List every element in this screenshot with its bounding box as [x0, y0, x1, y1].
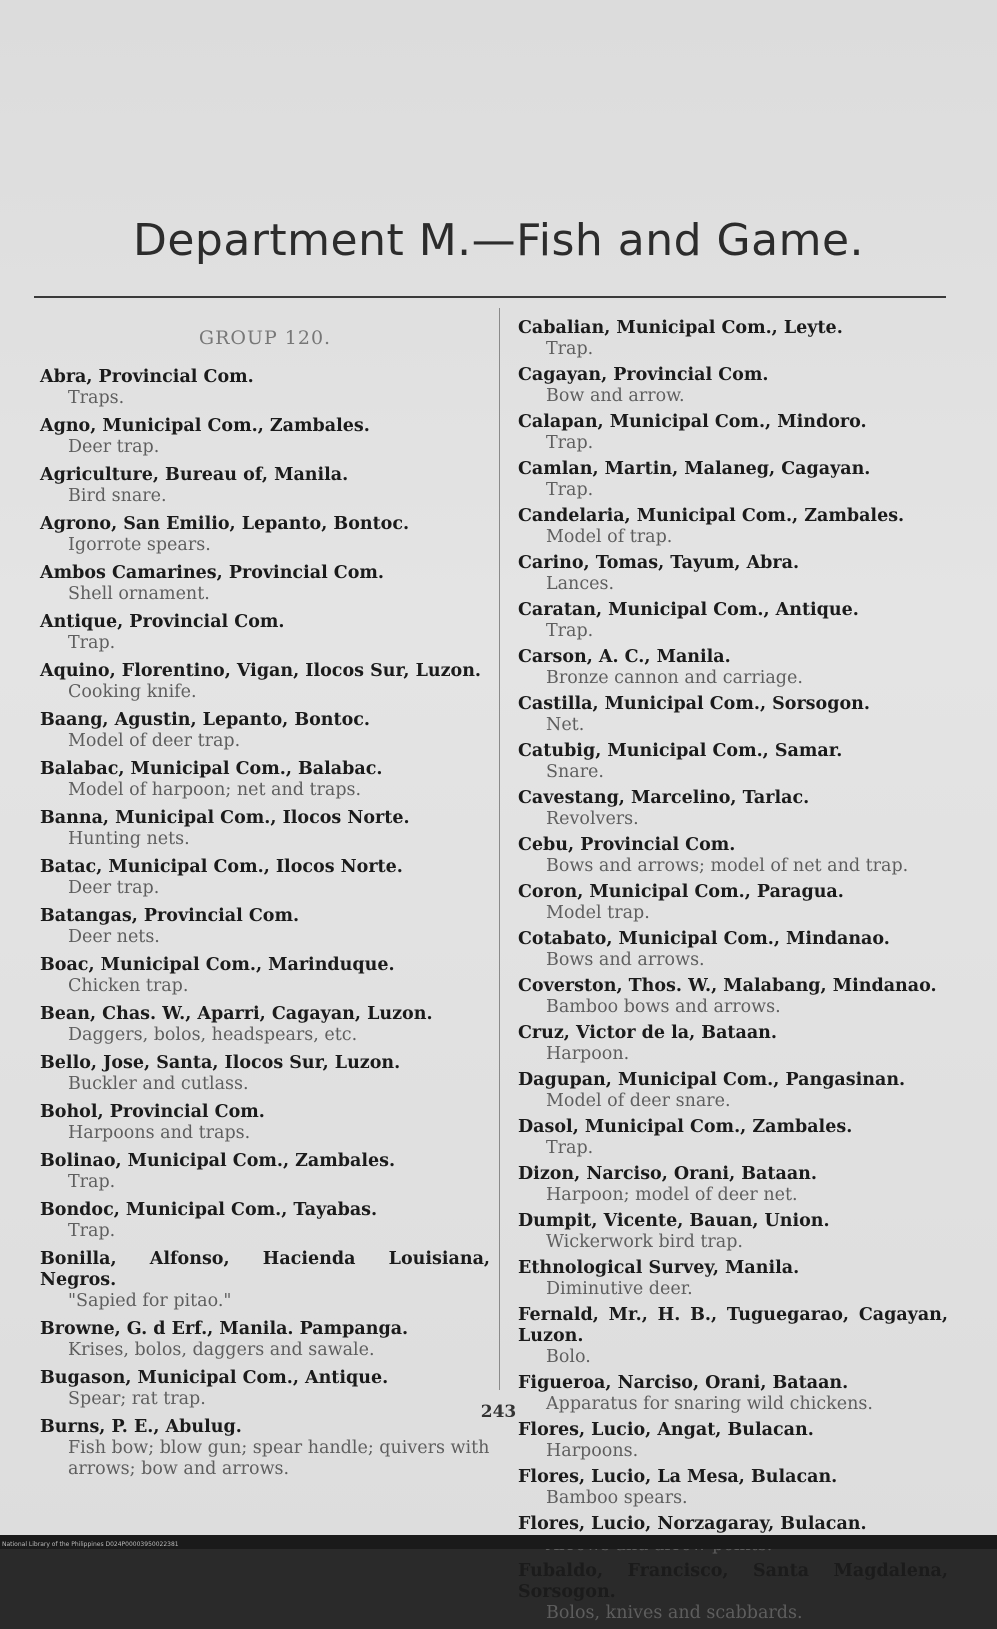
list-item	[518, 694, 948, 736]
entry-exhibit: Fish bow; blow gun; spear handle; quivers with arrows; bow and arrows.	[68, 1438, 490, 1479]
entry-exhibit: Deer nets.	[68, 927, 160, 947]
entry-exhibitor: Cebu, Provincial Com.	[518, 835, 736, 855]
footer-credit: National Library of the Philippines D024P00003950022381	[2, 1541, 179, 1548]
list-item	[518, 1070, 948, 1112]
entry-exhibitor: Flores, Lucio, Angat, Bulacan.	[518, 1420, 814, 1440]
list-item	[518, 1023, 948, 1065]
entry-exhibitor: Coron, Municipal Com., Paragua.	[518, 882, 844, 902]
entry-exhibitor: Batangas, Provincial Com.	[40, 906, 300, 926]
entry-exhibitor: Cotabato, Municipal Com., Mindanao.	[518, 929, 890, 949]
entry-exhibit: Bamboo spears.	[546, 1488, 688, 1508]
entry-exhibitor: Bello, Jose, Santa, Ilocos Sur, Luzon.	[40, 1053, 401, 1073]
entry-exhibitor: Bean, Chas. W., Aparri, Cagayan, Luzon.	[40, 1004, 433, 1024]
list-item	[40, 1249, 490, 1312]
entry-exhibit: Model of harpoon; net and traps.	[68, 780, 362, 800]
entry-exhibit: Krises, bolos, daggers and sawale.	[68, 1340, 375, 1360]
entry-exhibitor: Bugason, Municipal Com., Antique.	[40, 1368, 389, 1388]
list-item	[40, 1151, 490, 1193]
entry-exhibitor: Castilla, Municipal Com., Sorsogon.	[518, 694, 870, 714]
list-item	[40, 367, 490, 409]
entry-exhibit: "Sapied for pitao."	[68, 1291, 232, 1311]
list-item	[40, 661, 490, 703]
entry-exhibit: Lances.	[546, 574, 615, 594]
entry-exhibitor: Dagupan, Municipal Com., Pangasinan.	[518, 1070, 906, 1090]
entry-exhibit: Bolo.	[546, 1347, 591, 1367]
entry-exhibitor: Antique, Provincial Com.	[40, 612, 285, 632]
list-item	[518, 1211, 948, 1253]
title-rule	[34, 296, 946, 298]
list-item	[518, 1561, 948, 1624]
entry-exhibit: Trap.	[68, 633, 116, 653]
list-item	[40, 1200, 490, 1242]
entry-exhibit: Model trap.	[546, 903, 650, 923]
entry-exhibit: Harpoon; model of deer net.	[546, 1185, 798, 1205]
list-item	[40, 1053, 490, 1095]
entry-exhibitor: Flores, Lucio, La Mesa, Bulacan.	[518, 1467, 838, 1487]
entry-exhibit: Harpoons and traps.	[68, 1123, 251, 1143]
entry-exhibitor: Browne, G. d Erf., Manila. Pampanga.	[40, 1319, 409, 1339]
entry-exhibitor: Boac, Municipal Com., Marinduque.	[40, 955, 395, 975]
entry-exhibit: Bows and arrows.	[546, 950, 705, 970]
entry-exhibit: Trap.	[546, 339, 594, 359]
entry-exhibitor: Camlan, Martin, Malaneg, Cagayan.	[518, 459, 871, 479]
entry-exhibitor: Fubaldo, Francisco, Santa Magdalena, Sorsogon.	[518, 1561, 948, 1602]
list-item	[518, 553, 948, 595]
entry-exhibit: Model of deer snare.	[546, 1091, 731, 1111]
list-item	[518, 835, 948, 877]
entry-exhibitor: Catubig, Municipal Com., Samar.	[518, 741, 843, 761]
list-item	[40, 1004, 490, 1046]
list-item	[518, 365, 948, 407]
entry-exhibit: Harpoons.	[546, 1441, 639, 1461]
list-item	[40, 1102, 490, 1144]
entry-exhibit: Snare.	[546, 762, 604, 782]
entry-exhibit: Revolvers.	[546, 809, 639, 829]
entry-exhibitor: Dumpit, Vicente, Bauan, Union.	[518, 1211, 830, 1231]
list-item	[40, 1417, 490, 1480]
entry-exhibitor: Bondoc, Municipal Com., Tayabas.	[40, 1200, 378, 1220]
page-number: 243	[480, 1402, 517, 1422]
left-entry-list	[40, 367, 490, 1480]
entry-exhibit: Chicken trap.	[68, 976, 189, 996]
group-heading: GROUP 120.	[198, 327, 332, 349]
entry-exhibit: Deer trap.	[68, 878, 160, 898]
list-item	[40, 514, 490, 556]
column-divider	[499, 308, 500, 1390]
list-item	[518, 882, 948, 924]
entry-exhibitor: Carino, Tomas, Tayum, Abra.	[518, 553, 800, 573]
entry-exhibit: Trap.	[546, 621, 594, 641]
entry-exhibit: Model of deer trap.	[68, 731, 241, 751]
entry-exhibitor: Bolinao, Municipal Com., Zambales.	[40, 1151, 396, 1171]
entry-exhibit: Cooking knife.	[68, 682, 197, 702]
entry-exhibit: Bows and arrows; model of net and trap.	[546, 856, 909, 876]
entry-exhibit: Trap.	[546, 1138, 594, 1158]
entry-exhibitor: Agriculture, Bureau of, Manila.	[40, 465, 349, 485]
list-item	[518, 1305, 948, 1368]
entry-exhibitor: Aquino, Florentino, Vigan, Ilocos Sur, Luzon.	[40, 661, 482, 681]
entry-exhibitor: Bohol, Provincial Com.	[40, 1102, 265, 1122]
entry-exhibitor: Caratan, Municipal Com., Antique.	[518, 600, 859, 620]
entry-exhibitor: Agrono, San Emilio, Lepanto, Bontoc.	[40, 514, 410, 534]
entry-exhibit: Net.	[546, 715, 585, 735]
entry-exhibitor: Banna, Municipal Com., Ilocos Norte.	[40, 808, 410, 828]
list-item	[40, 857, 490, 899]
entry-exhibit: Harpoon.	[546, 1044, 630, 1064]
entry-exhibit: Spear; rat trap.	[68, 1389, 206, 1409]
entry-exhibitor: Figueroa, Narciso, Orani, Bataan.	[518, 1373, 849, 1393]
entry-exhibit: Igorrote spears.	[68, 535, 211, 555]
entry-exhibit: Buckler and cutlass.	[68, 1074, 249, 1094]
list-item	[40, 710, 490, 752]
entry-exhibitor: Baang, Agustin, Lepanto, Bontoc.	[40, 710, 371, 730]
entry-exhibitor: Ambos Camarines, Provincial Com.	[40, 563, 385, 583]
entry-exhibitor: Coverston, Thos. W., Malabang, Mindanao.	[518, 976, 937, 996]
list-item	[518, 506, 948, 548]
right-entry-list	[518, 318, 948, 1624]
entry-exhibit: Trap.	[68, 1172, 116, 1192]
entry-exhibitor: Abra, Provincial Com.	[40, 367, 254, 387]
entry-exhibit: Bamboo bows and arrows.	[546, 997, 781, 1017]
entry-exhibit: Daggers, bolos, headspears, etc.	[68, 1025, 358, 1045]
list-item	[518, 459, 948, 501]
entry-exhibit: Shell ornament.	[68, 584, 210, 604]
entry-exhibitor: Batac, Municipal Com., Ilocos Norte.	[40, 857, 403, 877]
list-item	[518, 1164, 948, 1206]
page-title: Department M.—Fish and Game.	[132, 215, 865, 266]
entry-exhibit: Bronze cannon and carriage.	[546, 668, 803, 688]
entry-exhibit: Deer trap.	[68, 437, 160, 457]
entry-exhibit: Bolos, knives and scabbards.	[546, 1603, 803, 1623]
entry-exhibit: Trap.	[68, 1221, 116, 1241]
list-item	[40, 1319, 490, 1361]
entry-exhibit: Model of trap.	[546, 527, 673, 547]
entry-exhibit: Bow and arrow.	[546, 386, 685, 406]
entry-exhibitor: Bonilla, Alfonso, Hacienda Louisiana, Negros.	[40, 1249, 490, 1290]
entry-exhibitor: Flores, Lucio, Norzagaray, Bulacan.	[518, 1514, 867, 1534]
entry-exhibit: Hunting nets.	[68, 829, 190, 849]
entry-exhibitor: Cabalian, Municipal Com., Leyte.	[518, 318, 843, 338]
entry-exhibit: Trap.	[546, 433, 594, 453]
entry-exhibitor: Calapan, Municipal Com., Mindoro.	[518, 412, 867, 432]
entry-exhibitor: Cavestang, Marcelino, Tarlac.	[518, 788, 810, 808]
list-item	[40, 465, 490, 507]
left-column	[40, 318, 490, 1487]
list-item	[40, 906, 490, 948]
list-item	[40, 808, 490, 850]
list-item	[518, 647, 948, 689]
entry-exhibitor: Agno, Municipal Com., Zambales.	[40, 416, 370, 436]
entry-exhibitor: Balabac, Municipal Com., Balabac.	[40, 759, 383, 779]
entry-exhibit: Bird snare.	[68, 486, 167, 506]
entry-exhibitor: Dizon, Narciso, Orani, Bataan.	[518, 1164, 817, 1184]
list-item	[518, 600, 948, 642]
list-item	[518, 929, 948, 971]
list-item	[40, 416, 490, 458]
list-item	[518, 976, 948, 1018]
list-item	[518, 1420, 948, 1462]
footer-strip	[0, 1535, 997, 1549]
entry-exhibit: Wickerwork bird trap.	[546, 1232, 743, 1252]
list-item	[40, 563, 490, 605]
list-item	[40, 612, 490, 654]
entry-exhibit: Trap.	[546, 480, 594, 500]
list-item	[518, 412, 948, 454]
entry-exhibitor: Dasol, Municipal Com., Zambales.	[518, 1117, 853, 1137]
entry-exhibitor: Ethnological Survey, Manila.	[518, 1258, 800, 1278]
entry-exhibitor: Cagayan, Provincial Com.	[518, 365, 769, 385]
entry-exhibit: Apparatus for snaring wild chickens.	[546, 1394, 873, 1414]
entry-exhibitor: Carson, A. C., Manila.	[518, 647, 731, 667]
list-item	[518, 741, 948, 783]
list-item	[518, 1117, 948, 1159]
list-item	[518, 1258, 948, 1300]
right-column	[518, 318, 948, 1629]
list-item	[40, 955, 490, 997]
entry-exhibitor: Burns, P. E., Abulug.	[40, 1417, 242, 1437]
list-item	[40, 759, 490, 801]
entry-exhibitor: Cruz, Victor de la, Bataan.	[518, 1023, 777, 1043]
list-item	[518, 318, 948, 360]
entry-exhibitor: Fernald, Mr., H. B., Tuguegarao, Cagayan, Luzon.	[518, 1305, 948, 1346]
entry-exhibit: Diminutive deer.	[546, 1279, 693, 1299]
entry-exhibit: Traps.	[68, 388, 125, 408]
entry-exhibitor: Candelaria, Municipal Com., Zambales.	[518, 506, 905, 526]
list-item	[518, 1467, 948, 1509]
list-item	[518, 788, 948, 830]
